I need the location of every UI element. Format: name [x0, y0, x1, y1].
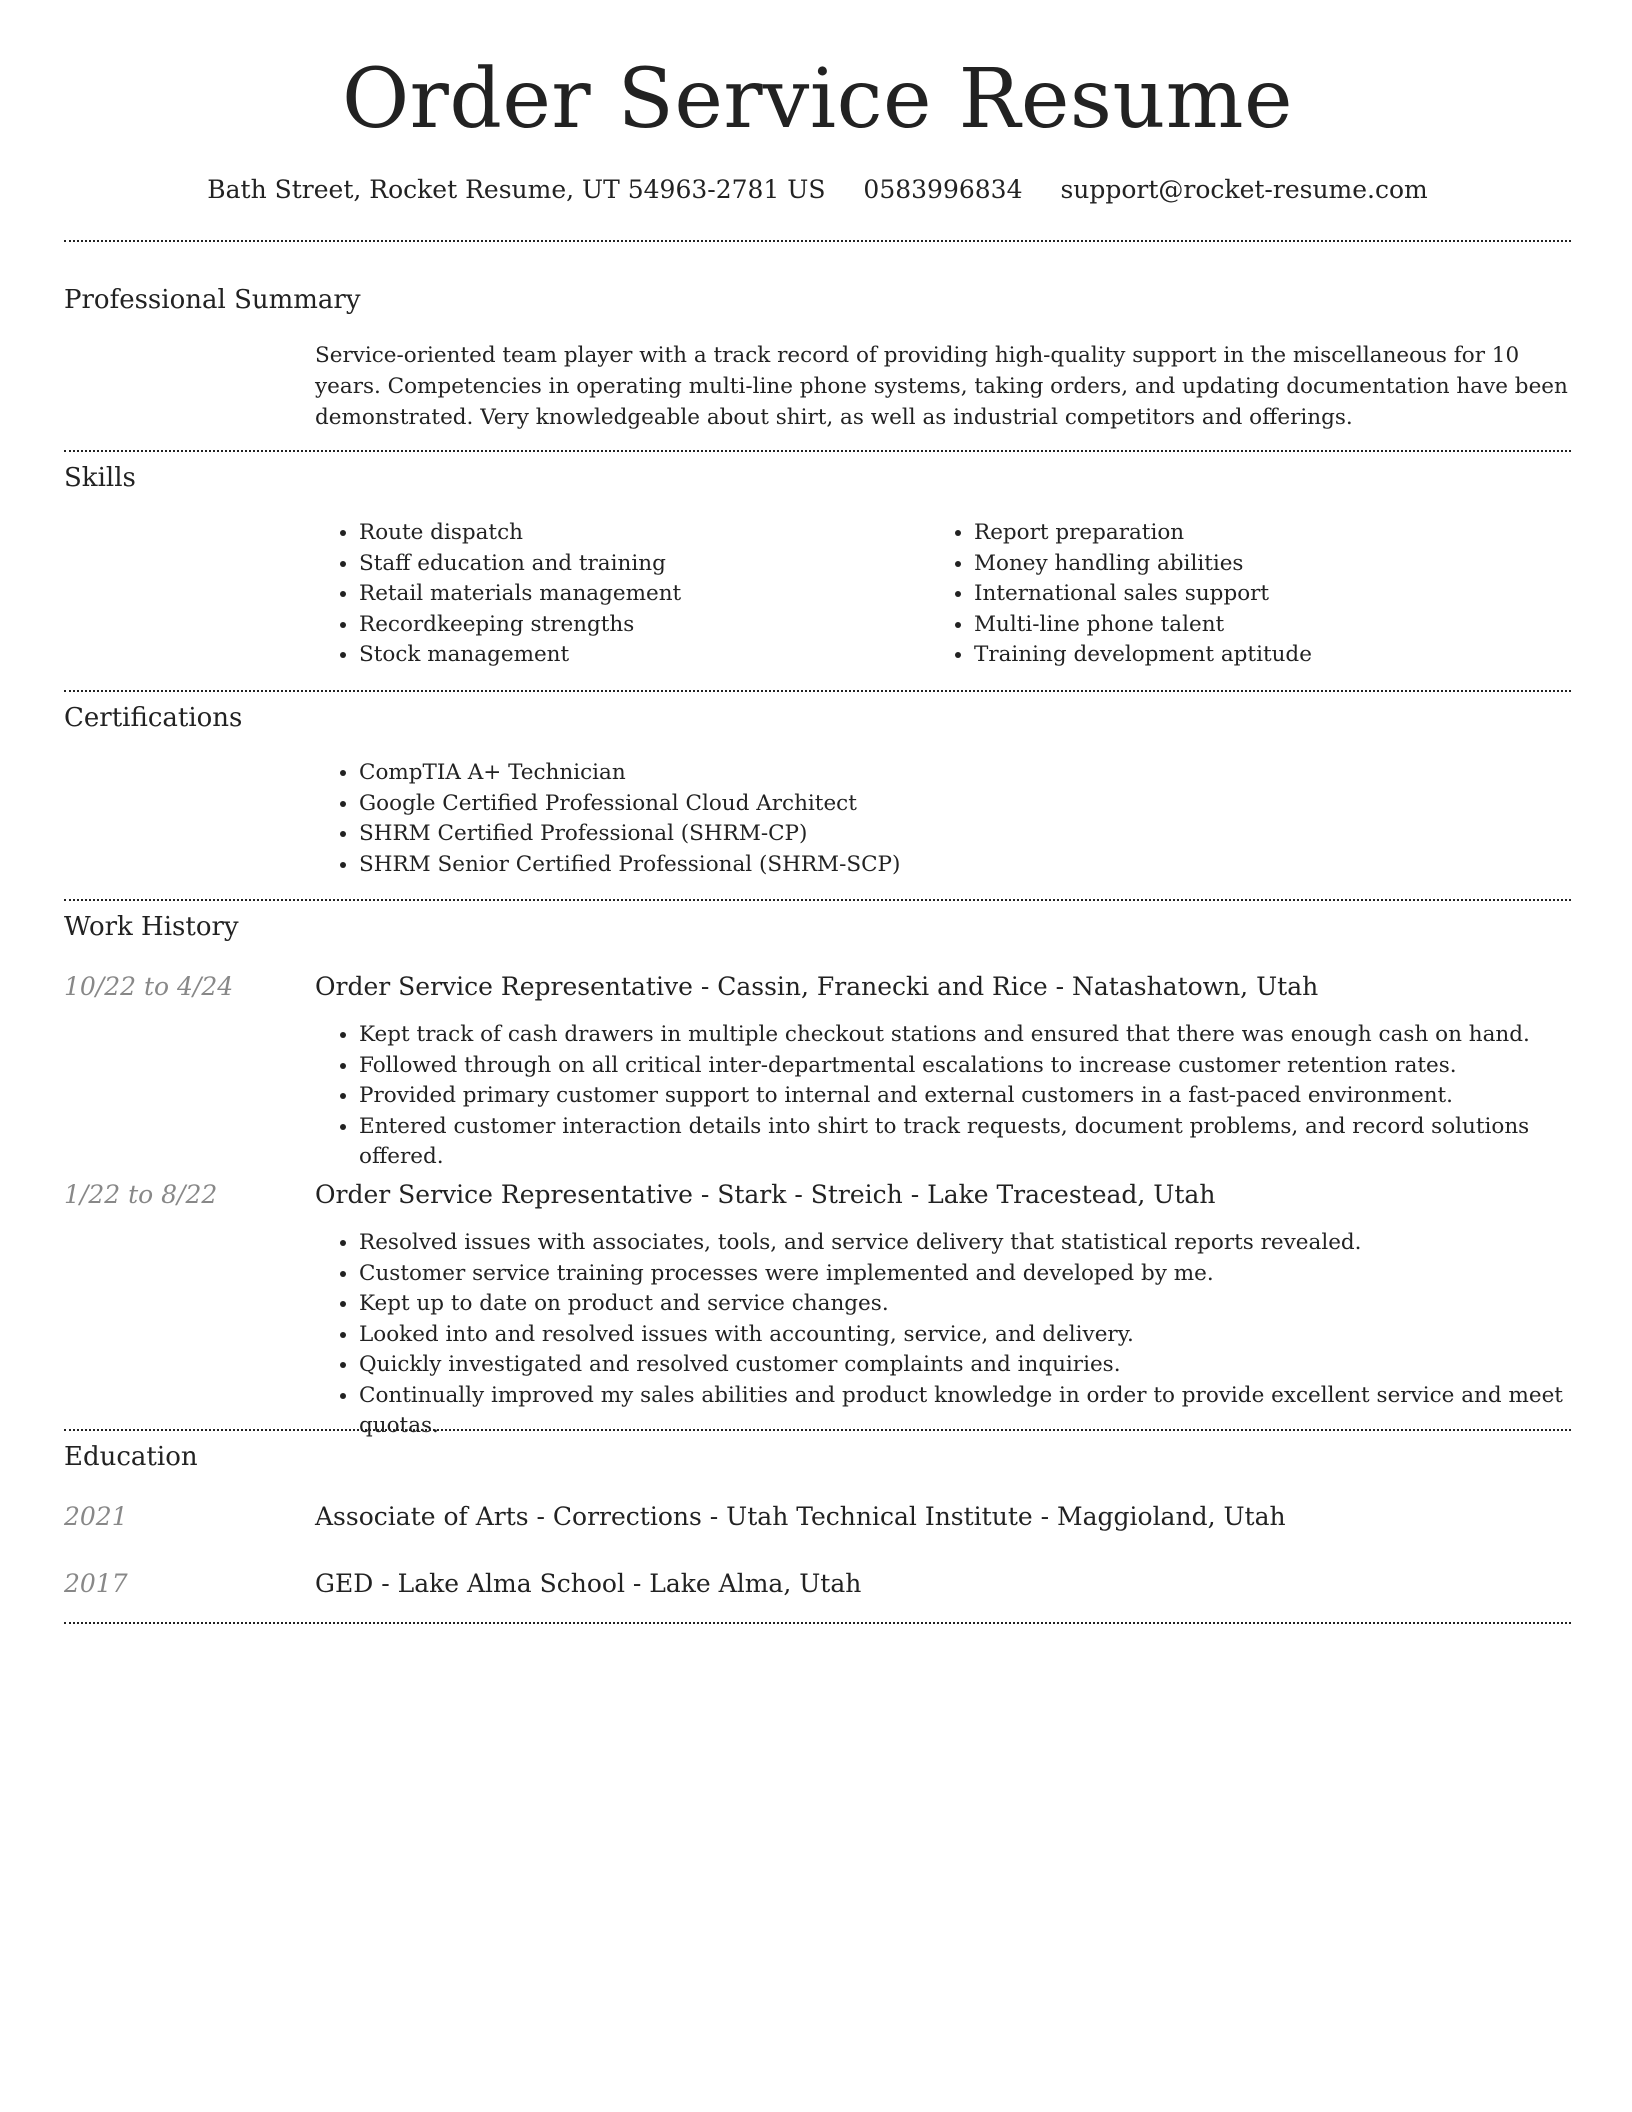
skill-item: • Recordkeeping strengths	[359, 610, 925, 641]
job-bullet: • Looked into and resolved issues with accounting, service, and delivery.	[359, 1320, 1571, 1351]
education-school: - Lake Alma School - Lake Alma, Utah	[373, 1569, 862, 1598]
divider	[64, 240, 1571, 242]
education-line	[315, 1568, 861, 1600]
divider	[64, 450, 1571, 452]
skill-item: • Training development aptitude	[974, 640, 1570, 671]
job-bullet: • Provided primary customer support to internal and external customers in a fast-paced environment.	[359, 1081, 1571, 1112]
job-bullet: • Kept up to date on product and service changes.	[359, 1289, 1571, 1320]
skill-item: • Report preparation	[974, 518, 1570, 549]
job-dates: 10/22 to 4/24	[64, 972, 234, 1001]
resume-page	[64, 0, 1571, 1598]
skill-item: • Money handling abilities	[974, 549, 1570, 580]
job-dates: 1/22 to 8/22	[64, 1180, 218, 1209]
divider	[64, 690, 1571, 692]
job-company: - Stark - Streich - Lake Tracestead, Utah	[692, 1180, 1216, 1209]
job-role: Order Service Representative	[315, 972, 693, 1001]
job-bullets	[315, 1020, 1571, 1173]
job-bullet: • Kept track of cash drawers in multiple checkout stations and ensured that there was enough cash on hand.	[359, 1020, 1571, 1051]
divider	[64, 1429, 1571, 1431]
skill-item: • Multi-line phone talent	[974, 610, 1570, 641]
skill-item: • International sales support	[974, 579, 1570, 610]
job-bullet: • Followed through on all critical inter-departmental escalations to increase customer retention rates.	[359, 1051, 1571, 1082]
certification-item: • SHRM Certified Professional (SHRM-CP)	[359, 819, 1571, 850]
job-company: - Cassin, Franecki and Rice - Natashatown, Utah	[692, 972, 1319, 1001]
section-title-certifications: Certifications	[64, 703, 243, 733]
divider	[64, 1622, 1571, 1624]
certification-item: • SHRM Senior Certified Professional (SHRM-SCP)	[359, 850, 1571, 881]
summary-text: Service-oriented team player with a track record of providing high-quality support in the miscellaneous for 10 years. Competencies in operating multi-line phone systems, taking orders, and updating documentation have been demonstrated. Very knowledgeable about shirt, as well as industrial competitors and offerings.	[315, 343, 1568, 430]
certification-item: • CompTIA A+ Technician	[359, 758, 1571, 789]
education-degree: GED	[315, 1569, 374, 1598]
job-bullet: • Resolved issues with associates, tools, and service delivery that statistical reports revealed.	[359, 1228, 1571, 1259]
education-degree: Associate of Arts - Corrections	[315, 1502, 702, 1531]
job-title-line	[315, 971, 1318, 1003]
skill-item: • Staff education and training	[359, 549, 925, 580]
divider	[64, 899, 1571, 901]
skill-item: • Retail materials management	[359, 579, 925, 610]
skill-item: • Route dispatch	[359, 518, 925, 549]
job-role: Order Service Representative	[315, 1180, 693, 1209]
phone-text: 0583996834	[863, 175, 1023, 204]
job-bullet: • Quickly investigated and resolved customer complaints and inquiries.	[359, 1350, 1571, 1381]
section-title-skills: Skills	[64, 463, 136, 493]
job-title-line	[315, 1179, 1215, 1211]
resume-title: Order Service Resume	[341, 52, 1294, 147]
skills-column-right	[930, 518, 1570, 671]
job-bullet: • Customer service training processes were implemented and developed by me.	[359, 1259, 1571, 1290]
email-link[interactable]: support@rocket-resume.com	[1060, 175, 1428, 204]
job-bullet: • Entered customer interaction details into shirt to track requests, document problems, and record solutions offered.	[359, 1112, 1571, 1173]
section-title-summary: Professional Summary	[64, 285, 361, 315]
skill-item: • Stock management	[359, 640, 925, 671]
job-bullets	[315, 1228, 1571, 1442]
certification-item: • Google Certified Professional Cloud Architect	[359, 789, 1571, 820]
job-bullet: • Continually improved my sales abilities and product knowledge in order to provide excellent service and meet quotas.	[359, 1381, 1571, 1442]
section-title-work: Work History	[64, 912, 239, 942]
address-text: Bath Street, Rocket Resume, UT 54963-2781 US	[207, 175, 826, 204]
certifications-list	[315, 758, 1571, 880]
education-school: - Utah Technical Institute - Maggioland, Utah	[701, 1502, 1286, 1531]
education-year: 2021	[64, 1502, 128, 1531]
education-line	[315, 1501, 1286, 1533]
section-title-education: Education	[64, 1442, 198, 1472]
skills-column-left	[315, 518, 925, 671]
education-year: 2017	[64, 1569, 128, 1598]
contact-line	[64, 174, 1571, 206]
